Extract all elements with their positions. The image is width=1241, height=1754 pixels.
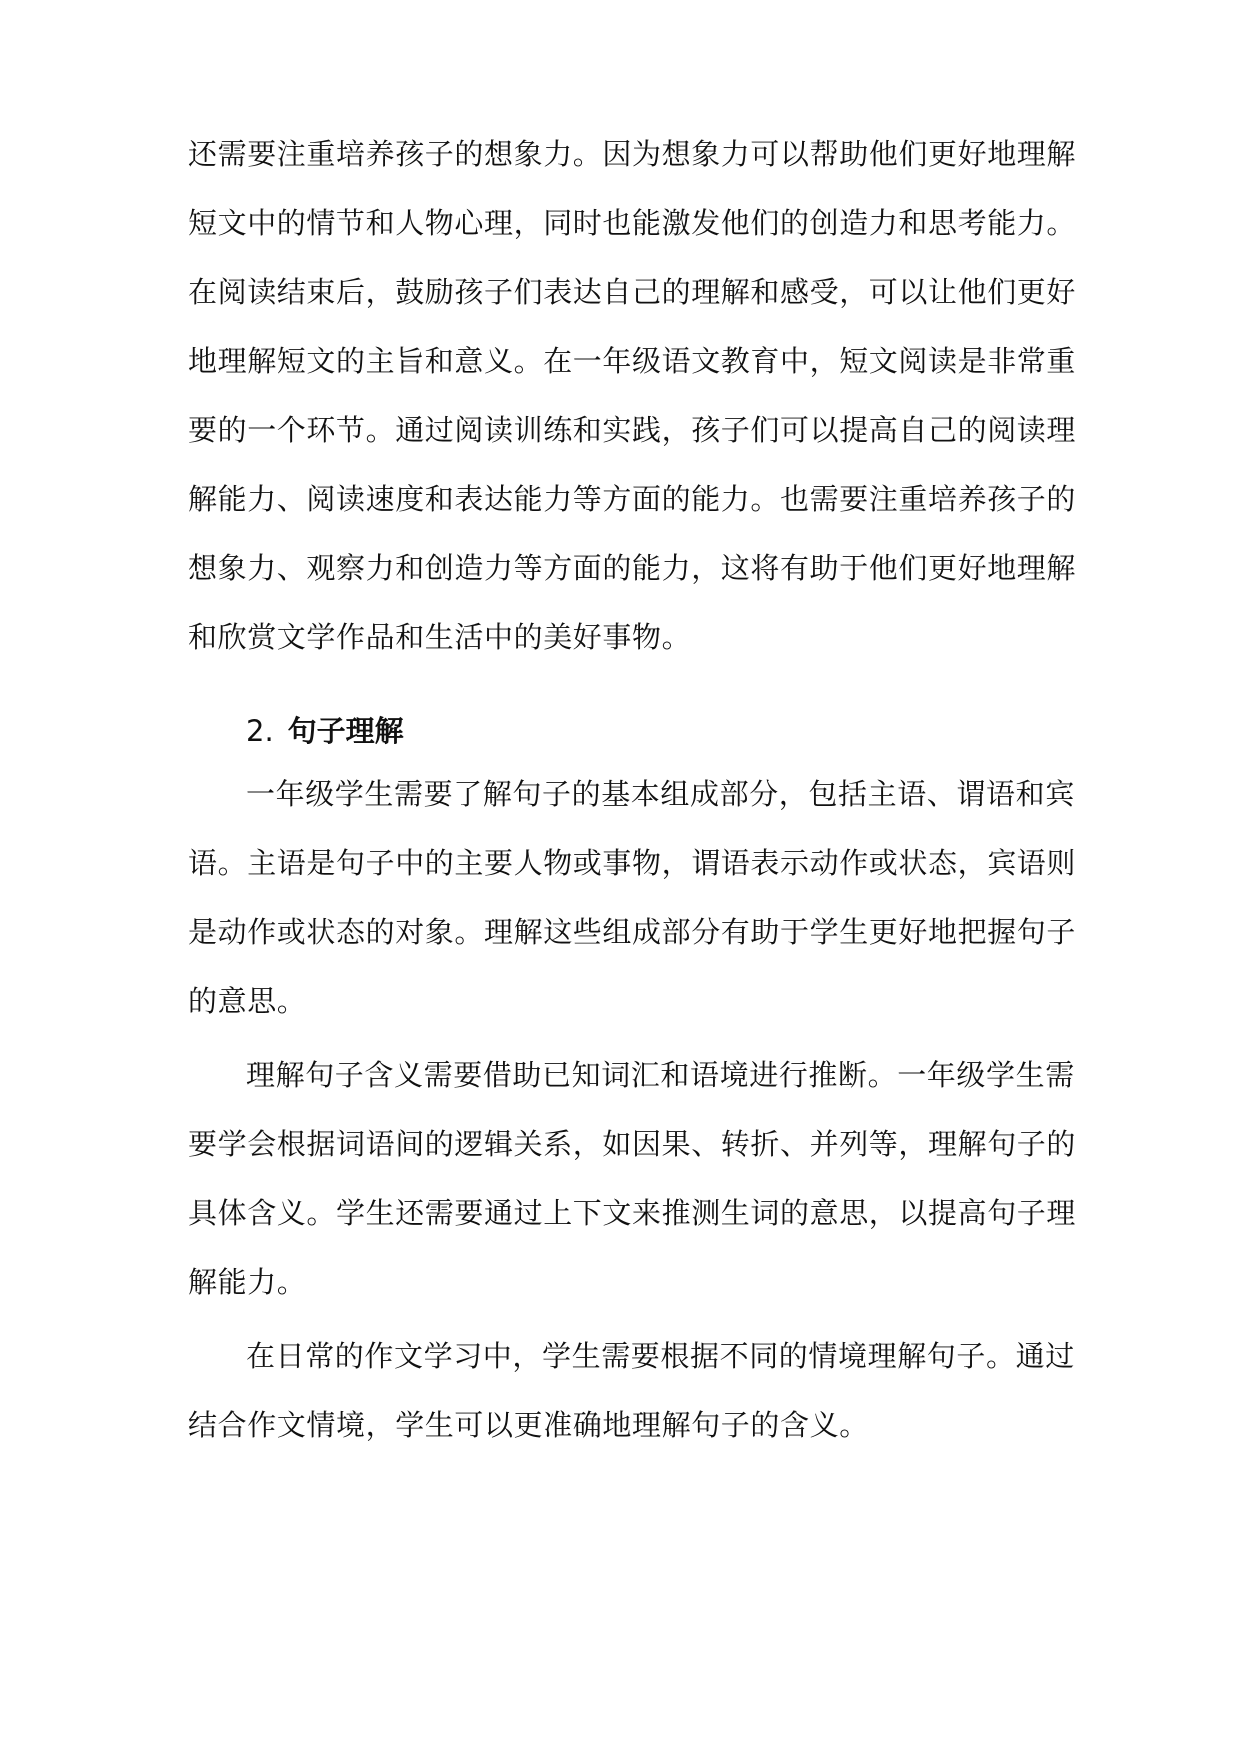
text-line: 是动作或状态的对象。理解这些组成部分有助于学生更好地把握句子 <box>188 915 1077 949</box>
text-line: 一年级学生需要了解句子的基本组成部分，包括主语、谓语和宾 <box>246 777 1075 811</box>
text-line: 结合作文情境，学生可以更准确地理解句子的含义。 <box>188 1408 869 1442</box>
section-heading <box>246 711 404 751</box>
text-line: 语。主语是句子中的主要人物或事物，谓语表示动作或状态，宾语则 <box>188 846 1077 880</box>
text-line: 要的一个环节。通过阅读训练和实践，孩子们可以提高自己的阅读理 <box>188 413 1077 447</box>
text-line: 理解句子含义需要借助已知词汇和语境进行推断。一年级学生需 <box>246 1058 1075 1092</box>
text-line: 解能力。 <box>188 1265 307 1299</box>
section-number: 2. <box>246 714 274 748</box>
text-line: 在阅读结束后，鼓励孩子们表达自己的理解和感受，可以让他们更好 <box>188 275 1077 309</box>
text-line: 具体含义。学生还需要通过上下文来推测生词的意思，以提高句子理 <box>188 1196 1077 1230</box>
text-line: 想象力、观察力和创造力等方面的能力，这将有助于他们更好地理解 <box>188 551 1077 585</box>
text-line: 地理解短文的主旨和意义。在一年级语文教育中，短文阅读是非常重 <box>188 344 1077 378</box>
text-line: 在日常的作文学习中，学生需要根据不同的情境理解句子。通过 <box>246 1339 1075 1373</box>
text-line: 和欣赏文学作品和生活中的美好事物。 <box>188 620 692 654</box>
text-line: 的意思。 <box>188 984 307 1018</box>
text-line: 解能力、阅读速度和表达能力等方面的能力。也需要注重培养孩子的 <box>188 482 1077 516</box>
text-line: 要学会根据词语间的逻辑关系，如因果、转折、并列等，理解句子的 <box>188 1127 1077 1161</box>
text-line: 还需要注重培养孩子的想象力。因为想象力可以帮助他们更好地理解 <box>188 137 1077 171</box>
text-line: 短文中的情节和人物心理，同时也能激发他们的创造力和思考能力。 <box>188 206 1077 240</box>
section-title: 句子理解 <box>287 714 404 748</box>
